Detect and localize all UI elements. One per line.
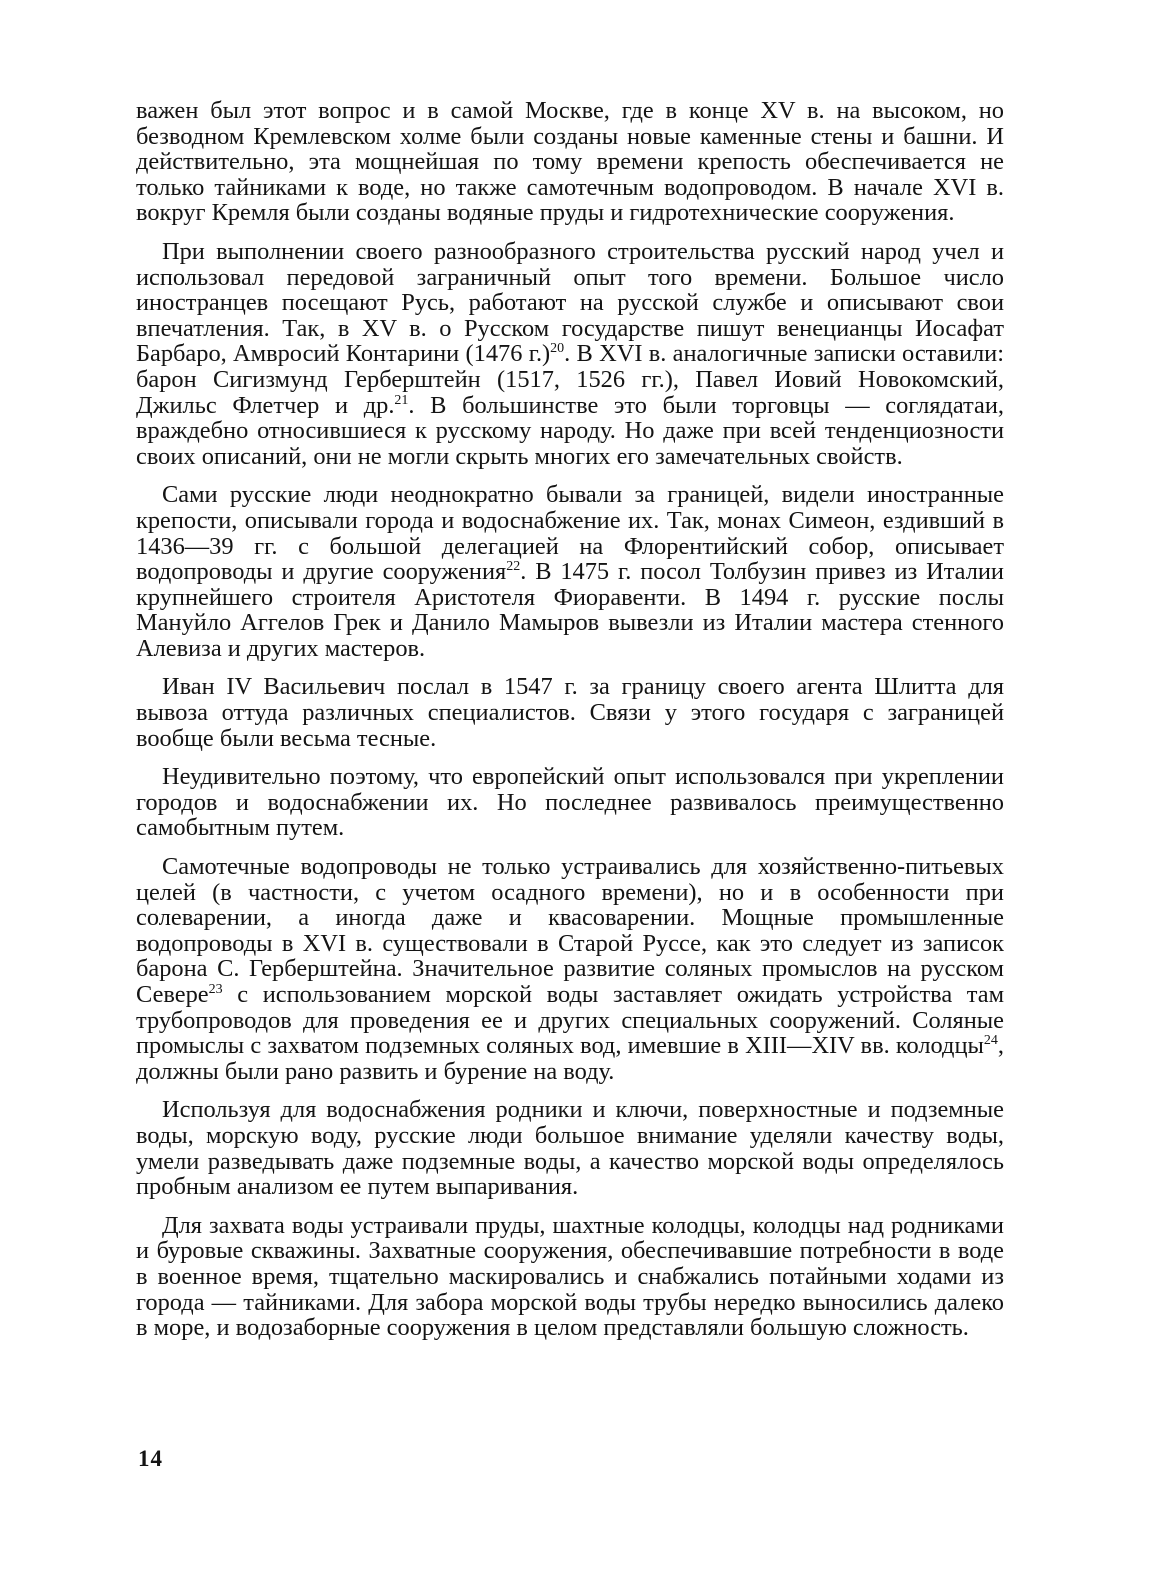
paragraph-russians-abroad xyxy=(136,482,1004,661)
paragraph-european-experience: Неудивительно поэтому, что европейский опыт использовался при укреплении городов и водоснабжении их. Но последнее развивалось преимущественно самобытным путем. xyxy=(136,763,1004,842)
footnote-ref: 22 xyxy=(506,559,521,575)
page-body xyxy=(136,98,1004,1354)
text-segment: . В XVI в. аналогичные записки оставили: барон Сигизмунд Герберштейн (1517, 1526 гг.), Павел Иовий Новокомский, Джильс Флетчер и др. xyxy=(136,340,1004,419)
paragraph-foreign-experience xyxy=(136,239,1004,469)
footnote-ref: 23 xyxy=(208,982,223,997)
page-number: 14 xyxy=(138,1446,163,1471)
text-segment: При выполнении своего разнообразного строительства русский народ учел и использовал передовой заграничный опыт того времени. Большое число иностранцев посещают Русь, работают на русской службе и описывают свои впечатления. Так, в XV в. о Русском государстве пишут венецианцы Иосафат Барбаро, Амвросий Контарини (1476 г.) xyxy=(136,237,1004,368)
footnote-ref: 21 xyxy=(394,392,409,408)
text-segment: Самотечные водопроводы не только устраивались для хозяйственно-питьевых целей (в частности, с учетом осадного времени), но и в особенности при солеварении, а иногда даже и квасоварении. Мощные промышленные водопроводы в XVI в. существовали в Старой Руссе, как это следует из записок барона С. Герберштейна. Значительное развитие соляных промыслов на русском Севере xyxy=(136,853,1004,1008)
paragraph-water-sources: Используя для водоснабжения родники и ключи, поверхностные и подземные воды, морскую воду, русские люди большое внимание уделяли качеству воды, умели разведывать даже подземные воды, а качество морской воды определялось пробным анализом ее путем выпаривания. xyxy=(136,1096,1004,1201)
paragraph-ivan-iv: Иван IV Васильевич послал в 1547 г. за границу своего агента Шлитта для вывоза оттуда различных специалистов. Связи у этого государя с заграницей вообще были весьма тесные. xyxy=(136,673,1004,752)
text-segment: Сами русские люди неоднократно бывали за границей, видели иностранные крепости, описывали города и водоснабжение их. Так, монах Симеон, ездивший в 1436—39 гг. с большой делегацией на Флорентийский собор, описывает водопроводы и другие сооружения xyxy=(136,481,1004,586)
footnote-ref: 20 xyxy=(550,341,565,357)
text-segment: . В 1475 г. посол Толбузин привез из Италии крупнейшего строителя Аристотеля Фиоравенти. В 1494 г. русские послы Мануйло Аггелов Грек и Данило Мамыров вывезли из Италии мастера стенного Алевиза и других мастеров. xyxy=(136,558,1004,662)
text-segment: , должны были рано развить и бурение на воду. xyxy=(136,1032,1004,1085)
paragraph-intake-structures: Для захвата воды устраивали пруды, шахтные колодцы, колодцы над родниками и буровые скважины. Захватные сооружения, обеспечивавшие потребности в воде в военное время, тщательно маскировались и снабжались потайными ходами из города — тайниками. Для забора морской воды трубы нередко выносились далеко в море, и водозаборные сооружения в целом представляли большую сложность. xyxy=(136,1211,1004,1342)
paragraph-gravity-aqueducts xyxy=(136,854,1004,1084)
text-segment: с использованием морской воды заставляет ожидать устройства там трубопроводов для проведения ее и других специальных сооружений. Соляные промыслы с захватом подземных соляных вод, имевшие в XIII—XIV вв. колодцы xyxy=(136,981,1004,1060)
paragraph-moscow-kremlin: важен был этот вопрос и в самой Москве, где в конце XV в. на высоком, но безводном Кремлевском холме были созданы новые каменные стены и башни. И действительно, эта мощнейшая по тому времени крепость обеспечивается не только тайниками к воде, но также самотечным водопроводом. В начале XVI в. вокруг Кремля были созданы водяные пруды и гидротехнические сооружения. xyxy=(136,97,1004,227)
footnote-ref: 24 xyxy=(983,1033,998,1049)
text-segment: . В большинстве это были торговцы — соглядатаи, враждебно относившиеся к русскому народу. Но даже при всей тенденциозности своих описаний, они не могли скрыть многих его замечательных свойств. xyxy=(136,391,1004,470)
